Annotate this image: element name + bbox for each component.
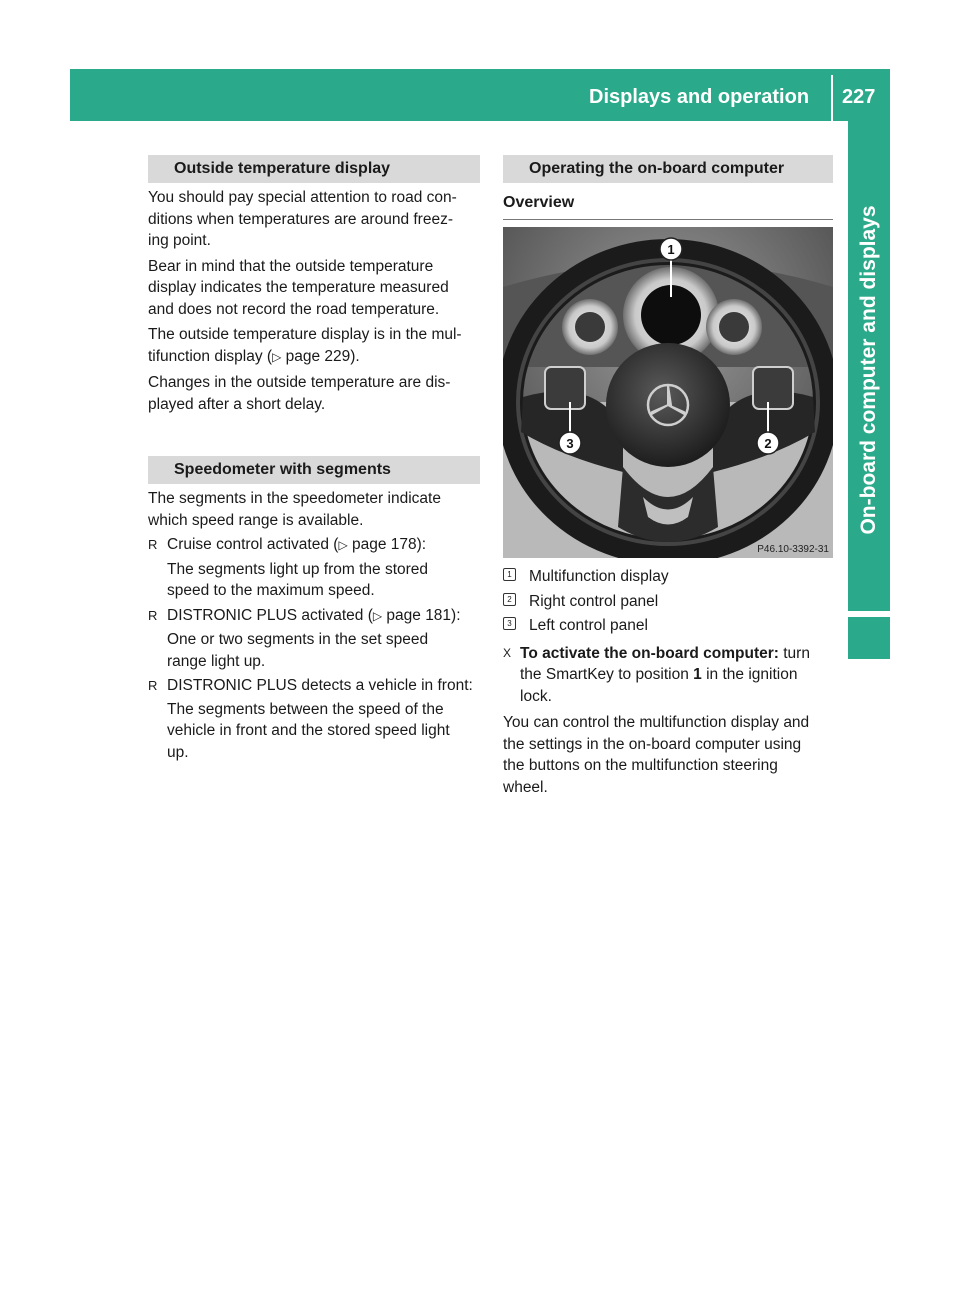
section-heading-on-board-computer: Operating the on-board computer [503, 155, 833, 183]
subheading-overview: Overview [503, 192, 833, 220]
callout-3: 3 [566, 436, 574, 451]
paragraph: The outside temperature display is in the mul- tifunction display (▷ page 229). [148, 326, 462, 365]
paragraph: Changes in the outside temperature are dis- played after a short delay. [148, 374, 451, 413]
section-heading-speedometer: Speedometer with segments [148, 456, 480, 484]
steering-wheel-illustration [503, 227, 833, 558]
steering-wheel-figure [503, 227, 833, 558]
chapter-tab-label: On-board computer and displays [857, 205, 880, 535]
instruction: X To activate the on-board computer: turn the SmartKey to position 1 in the ignition lock. [503, 644, 810, 705]
list-item-description: The segments between the speed of the vehicle in front and the stored speed light up. [167, 700, 450, 761]
legend-item: 3 Left control panel [503, 615, 833, 637]
legend-item: 2 Right control panel [503, 591, 833, 613]
paragraph: You should pay special attention to road con- ditions when temperatures are around freez- ing point. [148, 189, 457, 249]
list-item: R DISTRONIC PLUS activated (▷ page 181): [148, 605, 480, 628]
paragraph: You can control the multifunction display and the settings in the on-board computer using the buttons on the multifunction steering wheel. [503, 714, 810, 796]
legend-number: 3 [503, 617, 516, 630]
right-control-panel-icon [753, 367, 793, 409]
right-column [503, 155, 833, 220]
list-item-description: One or two segments in the set speed range light up. [167, 631, 429, 670]
bullet-icon: R [148, 537, 158, 552]
list-item: R DISTRONIC PLUS detects a vehicle in front: [148, 675, 480, 697]
bullet-icon: R [148, 678, 158, 693]
legend-number: 1 [503, 568, 516, 581]
header-title: Displays and operation [589, 86, 810, 108]
page-ref-link[interactable]: page 178): [347, 536, 427, 553]
action-arrow-icon: X [503, 645, 512, 660]
bullet-icon: R [148, 607, 158, 623]
page-ref-link[interactable]: page 181): [382, 606, 461, 624]
left-column [148, 155, 480, 763]
section-heading-outside-temperature: Outside temperature display [148, 155, 480, 183]
legend-number: 2 [503, 593, 516, 606]
left-control-panel-icon [545, 367, 585, 409]
chapter-marker [848, 617, 890, 659]
paragraph: The segments in the speedometer indicate which speed range is available. [148, 490, 441, 529]
paragraph: Bear in mind that the outside temperature display indicates the temperature measured and does not record the road temperature. [148, 257, 449, 318]
page-ref-icon: ▷ [372, 608, 383, 623]
page-ref-icon: ▷ [338, 538, 348, 552]
list-item-description: The segments light up from the stored speed to the maximum speed. [167, 560, 429, 599]
header-divider [831, 75, 833, 121]
page-ref-link[interactable]: page 229). [281, 347, 360, 365]
figure-legend [503, 566, 833, 798]
page-ref-icon: ▷ [272, 349, 282, 364]
page-number: 227 [842, 86, 876, 108]
figure-code: P46.10-3392-31 [757, 544, 829, 555]
callout-2: 2 [764, 436, 772, 451]
legend-item: 1 Multifunction display [503, 566, 833, 588]
list-item: R Cruise control activated (▷ page 178): [148, 534, 480, 557]
callout-1: 1 [667, 242, 675, 257]
